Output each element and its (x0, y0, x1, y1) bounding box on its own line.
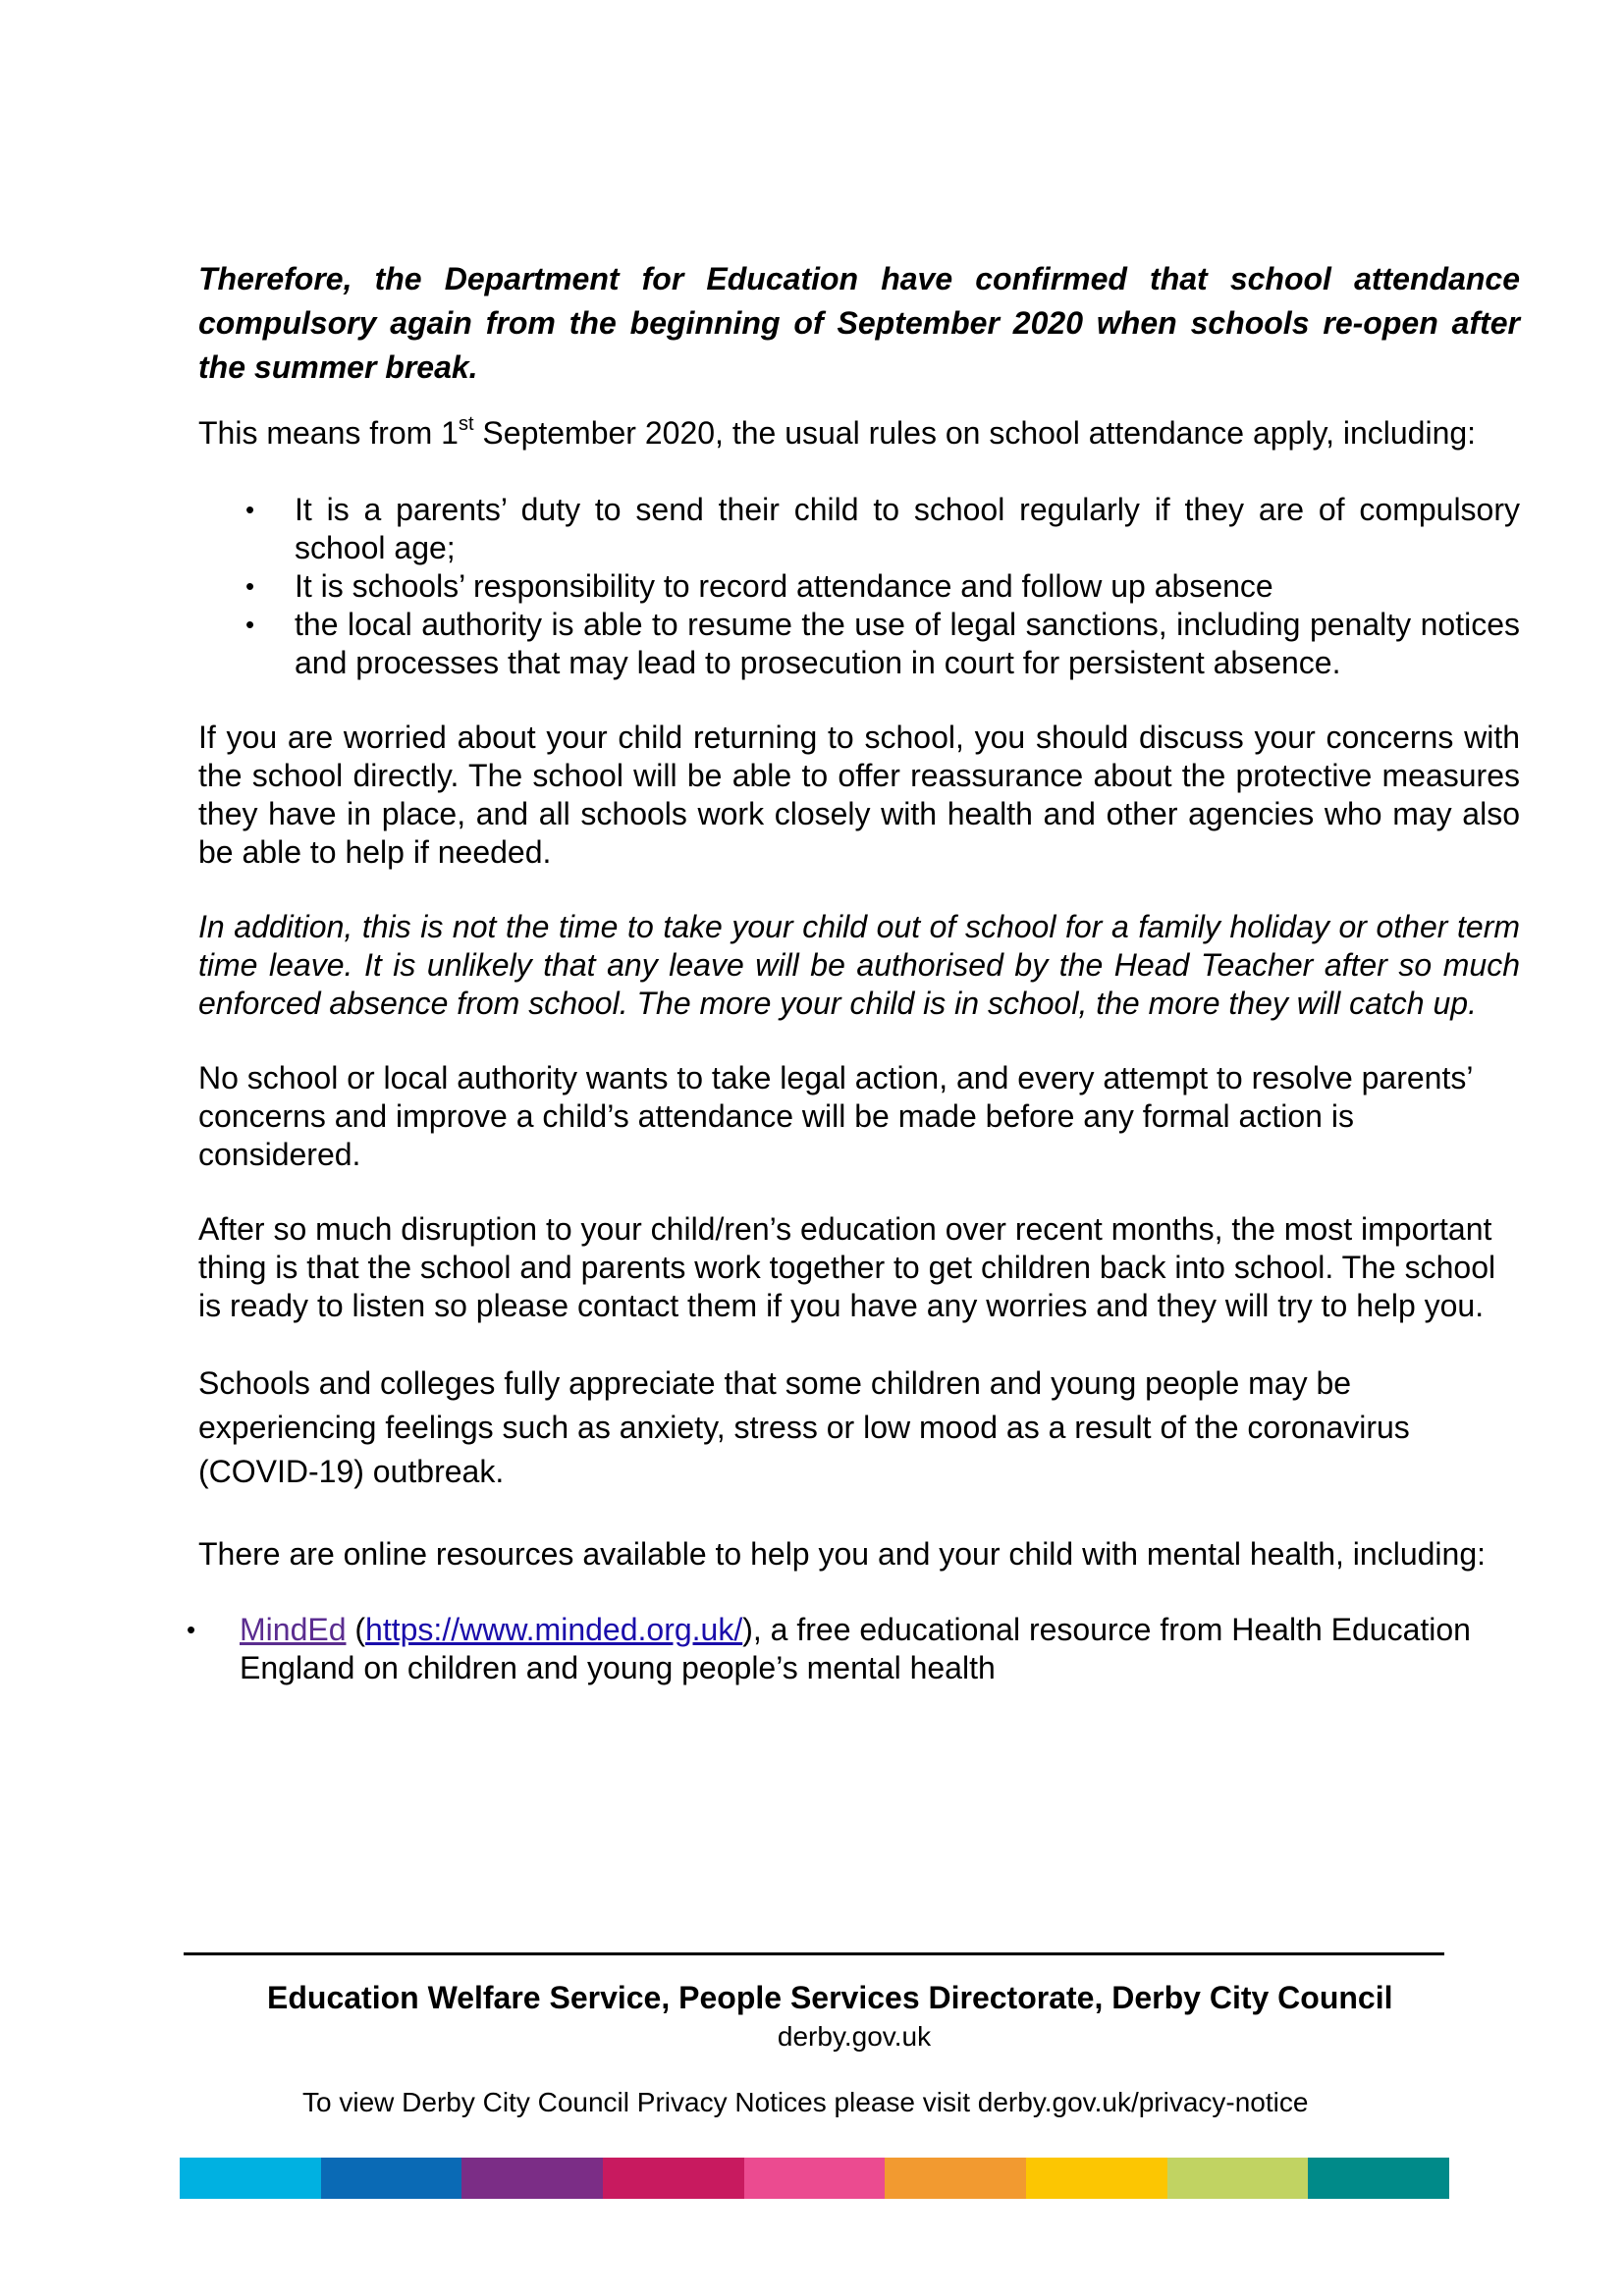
color-bar-segment (1026, 2158, 1167, 2199)
bullet-icon: • (245, 610, 255, 639)
bullet-icon: • (245, 495, 255, 524)
resources-intro: There are online resources available to help you and your child with mental health, including: (198, 1536, 1486, 1572)
minded-link[interactable]: MindEd (240, 1612, 347, 1647)
list-item (198, 606, 1520, 682)
letter-body (187, 257, 1520, 1687)
footer-website: derby.gov.uk (777, 2021, 932, 2052)
rules-intro-ordinal: st (458, 413, 474, 436)
rules-intro-before: This means from 1 (198, 415, 459, 451)
worried-paragraph: If you are worried about your child returning to school, you should discuss your concerns with the school directly. The school will be able to offer reassurance about the protective measures they have in place, and all schools work closely with health and other agencies who may also be able to help if needed. (198, 720, 1520, 870)
list-item (198, 567, 1520, 606)
resources-list (187, 1611, 1520, 1687)
resource-description: ), a free educational resource from Health Education England on children and young people’s mental health (240, 1612, 1471, 1685)
footer-divider (184, 1952, 1444, 1955)
attendance-rules-list (198, 491, 1520, 682)
minded-url-link[interactable]: https://www.minded.org.uk/ (365, 1612, 743, 1647)
holiday-paragraph: In addition, this is not the time to take your child out of school for a family holiday or other term time leave. It is unlikely that any leave will be authorised by the Head Teacher after so much enforced absence from school. The more your child is in school, the more they will catch up. (198, 909, 1520, 1021)
rule-text: It is schools’ responsibility to record attendance and follow up absence (295, 568, 1273, 604)
rules-intro-after: September 2020, the usual rules on school attendance apply, including: (473, 415, 1477, 451)
color-bar-segment (461, 2158, 603, 2199)
bullet-icon: • (245, 571, 255, 601)
color-bar-segment (885, 2158, 1026, 2199)
bullet-icon: • (187, 1615, 196, 1644)
color-bar-segment (321, 2158, 462, 2199)
list-item (187, 1611, 1520, 1687)
resource-paren: ( (346, 1612, 366, 1647)
color-bar-segment (180, 2158, 321, 2199)
legal-action-paragraph: No school or local authority wants to take legal action, and every attempt to resolve parents’ concerns and improve a child’s attendance will be made before any formal action is considered. (198, 1060, 1473, 1172)
list-item (198, 491, 1520, 567)
color-bar-segment (744, 2158, 886, 2199)
attendance-compulsory-statement: Therefore, the Department for Education have confirmed that school attendance compulsory again from the beginning of September 2020 when schools re-open after the summer break. (198, 261, 1520, 385)
footer-privacy-notice: To view Derby City Council Privacy Notices please visit derby.gov.uk/privacy-notice (302, 2087, 1309, 2117)
brand-color-bar (180, 2158, 1449, 2199)
color-bar-segment (1308, 2158, 1449, 2199)
rule-text: the local authority is able to resume the use of legal sanctions, including penalty notices and processes that may lead to prosecution in court for persistent absence. (295, 607, 1520, 680)
feelings-paragraph: Schools and colleges fully appreciate that some children and young people may be experiencing feelings such as anxiety, stress or low mood as a result of the coronavirus (COVID-19) outbreak. (198, 1365, 1410, 1489)
color-bar-segment (603, 2158, 744, 2199)
rule-text: It is a parents’ duty to send their child to school regularly if they are of compulsory school age; (295, 492, 1520, 565)
footer-organisation: Education Welfare Service, People Services Directorate, Derby City Council (267, 1980, 1393, 2015)
disruption-paragraph: After so much disruption to your child/ren’s education over recent months, the most important thing is that the school and parents work together to get children back into school. The school is ready to listen so please contact them if you have any worries and they will try to help you. (198, 1211, 1496, 1323)
rules-intro (198, 414, 1520, 453)
color-bar-segment (1167, 2158, 1309, 2199)
